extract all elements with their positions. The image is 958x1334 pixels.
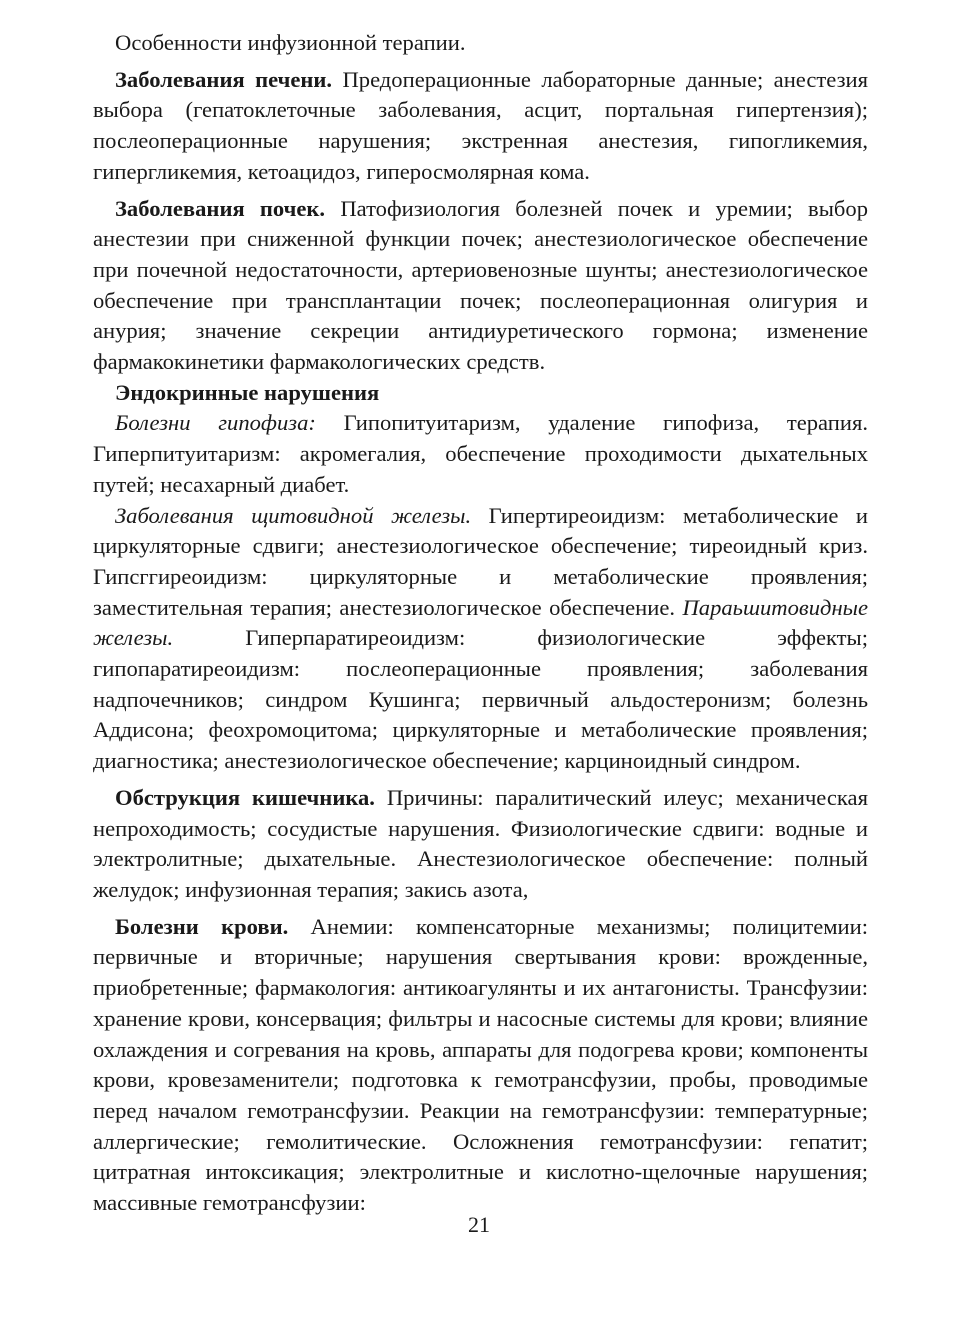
intro-text: Особенности инфузионной терапии. <box>115 30 466 55</box>
section-liver <box>93 65 868 188</box>
intro-line <box>93 28 868 59</box>
section-bowel-heading: Обструкция кишечника. <box>115 784 375 810</box>
section-blood-text: Анемии: компенсаторные механизмы; полицитемии: первичные и вторичные; нарушения свертывания крови: врожденные, приобретенные; фармакология: антикоагулянты и их антагонисты. Трансфузии: хранение крови, консервация; фильтры и насосные системы для крови; влияние охлаждения и согревания на кровь, аппараты для подогрева крови; компоненты крови, кровезаменители; подготовка к гемотрансфузии, пробы, проводимые перед началом гемотрансфузии. Реакции на гемотрансфузии: температурные; аллергические; гемолитические. Осложнения гемотрансфузии: гепатит; цитратная интоксикация; электролитные и кислотно-щелочные нарушения; массивные гемотрансфузии: <box>93 913 868 1216</box>
thyroid-text: Гипертиреоидизм: метаболические и циркуляторные сдвиги; анестезиологическое обеспечение; тиреоидный криз. Гипсггиреоидизм: циркуляторные и метаболические проявления; заместительная терапия; анестезиологическое обеспечение. <box>93 502 868 620</box>
section-blood-heading: Болезни крови. <box>115 913 289 939</box>
section-liver-heading: Заболевания печени. <box>115 66 333 92</box>
thyroid-label: Заболевания щитовидной железы. <box>115 502 472 528</box>
parathyroid-label: Параьшитовидные железы. <box>93 594 868 651</box>
section-kidney-heading: Заболевания почек. <box>115 195 326 221</box>
section-kidney-text: Патофизиология болезней почек и уремии; выбор анестезии при сниженной функции почек; анестезиологическое обеспечение при почечной недостаточности, артериовенозные шунты; анестезиологическое обеспечение при трансплантации почек; послеоперационная олигурия и анурия; значение секреции антидиуретического гормона; изменение фармакокинетики фармакологических средств. <box>93 195 868 375</box>
section-pituitary <box>93 408 868 500</box>
parathyroid-text: Гиперпаратиреоидизм: физиологические эффекты; гипопаратиреоидизм: послеоперационные проявления; заболевания надпочечников; синдром Кушинга; первичный альдостеронизм; болезнь Аддисона; феохромоцитома; циркуляторные и метаболические проявления; диагностика; анестезиологическое обеспечение; карциноидный синдром. <box>93 625 868 774</box>
section-thyroid <box>93 501 868 777</box>
section-liver-text: Предоперационные лабораторные данные; анестезия выбора (гепатоклеточные заболевания, асцит, портальная гипертензия); послеоперационные нарушения; экстренная анестезия, гипогликемия, гипергликемия, кетоацидоз, гиперосмолярная кома. <box>93 66 868 184</box>
page-number: 21 <box>468 1212 490 1237</box>
section-bowel-text: Причины: паралитический илеус; механическая непроходимость; сосудистые нарушения. Физиологические сдвиги: водные и электролитные; дыхательные. Анестезиологическое обеспечение: полный желудок; инфузионная терапия; закись азота, <box>93 784 868 902</box>
document-body <box>93 28 868 1219</box>
section-kidney <box>93 194 868 378</box>
section-endocrine-heading: Эндокринные нарушения <box>115 379 380 405</box>
pituitary-text: Гипопитуитаризм, удаление гипофиза, терапия. Гиперпитуитаризм: акромегалия, обеспечение проходимости дыхательных путей; несахарный диабет. <box>93 410 868 497</box>
pituitary-label: Болезни гипофиза: <box>115 410 316 436</box>
section-blood <box>93 912 868 1219</box>
section-bowel <box>93 783 868 906</box>
section-endocrine-heading-line <box>93 378 868 409</box>
